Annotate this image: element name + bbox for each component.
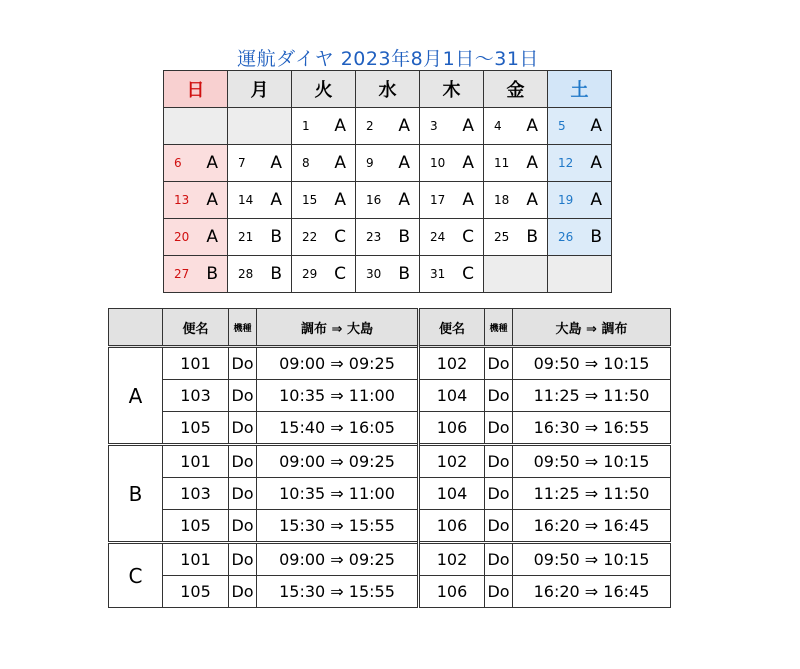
calendar-day-cell <box>356 145 420 182</box>
calendar-day-cell <box>420 256 484 293</box>
day-number: 20 <box>174 230 190 244</box>
flight-number-outbound: 105 <box>163 510 229 543</box>
weekday-header-mon: 月 <box>228 71 292 108</box>
calendar-day-cell <box>484 182 548 219</box>
day-number: 23 <box>366 230 382 244</box>
schedule-type: C <box>334 264 346 284</box>
time-outbound: 09:00 ⇒ 09:25 <box>257 543 419 576</box>
calendar-day-cell <box>228 182 292 219</box>
flight-schedule-table <box>108 308 671 608</box>
schedule-type: A <box>206 227 218 247</box>
calendar-week-row <box>164 219 612 256</box>
time-inbound: 16:20 ⇒ 16:45 <box>513 510 671 543</box>
weekday-header-tue: 火 <box>292 71 356 108</box>
day-number: 11 <box>494 156 510 170</box>
schedule-type: A <box>526 116 538 136</box>
schedule-type: A <box>590 153 602 173</box>
calendar <box>163 70 612 293</box>
schedule-type: A <box>526 190 538 210</box>
flight-number-inbound: 102 <box>419 543 485 576</box>
day-number: 4 <box>494 119 502 133</box>
calendar-day-cell <box>228 145 292 182</box>
day-number: 27 <box>174 267 190 281</box>
time-inbound: 16:20 ⇒ 16:45 <box>513 576 671 608</box>
calendar-day-cell <box>228 219 292 256</box>
aircraft-inbound: Do <box>485 380 513 412</box>
flight-header-outbound: 便名 <box>163 309 229 347</box>
calendar-day-cell <box>292 108 356 145</box>
day-number: 21 <box>238 230 254 244</box>
aircraft-outbound: Do <box>229 445 257 478</box>
day-number: 13 <box>174 193 190 207</box>
schedule-type: B <box>398 264 410 284</box>
aircraft-outbound: Do <box>229 347 257 380</box>
calendar-day-cell <box>420 219 484 256</box>
calendar-day-cell <box>484 219 548 256</box>
calendar-week-row <box>164 145 612 182</box>
aircraft-inbound: Do <box>485 445 513 478</box>
schedule-row <box>109 445 671 478</box>
schedule-type: A <box>590 190 602 210</box>
schedule-group-label: A <box>109 347 163 445</box>
calendar-day-cell <box>548 182 612 219</box>
schedule-type: A <box>270 190 282 210</box>
calendar-day-cell <box>356 108 420 145</box>
day-number: 25 <box>494 230 510 244</box>
aircraft-inbound: Do <box>485 543 513 576</box>
time-outbound: 15:30 ⇒ 15:55 <box>257 576 419 608</box>
calendar-week-row <box>164 182 612 219</box>
schedule-type: B <box>526 227 538 247</box>
schedule-row <box>109 510 671 543</box>
day-number: 26 <box>558 230 574 244</box>
calendar-week-row <box>164 108 612 145</box>
schedule-type: A <box>590 116 602 136</box>
weekday-header-fri: 金 <box>484 71 548 108</box>
day-number: 8 <box>302 156 310 170</box>
calendar-day-cell <box>548 219 612 256</box>
day-number: 2 <box>366 119 374 133</box>
day-number: 31 <box>430 267 446 281</box>
flight-number-outbound: 103 <box>163 380 229 412</box>
schedule-type: A <box>334 190 346 210</box>
calendar-day-cell <box>484 145 548 182</box>
time-outbound: 15:40 ⇒ 16:05 <box>257 412 419 445</box>
aircraft-header-outbound: 機種 <box>229 309 257 347</box>
day-number: 9 <box>366 156 374 170</box>
day-number: 24 <box>430 230 446 244</box>
schedule-type: A <box>398 116 410 136</box>
schedule-type: B <box>590 227 602 247</box>
aircraft-outbound: Do <box>229 478 257 510</box>
flight-number-inbound: 104 <box>419 380 485 412</box>
time-inbound: 09:50 ⇒ 10:15 <box>513 543 671 576</box>
time-inbound: 16:30 ⇒ 16:55 <box>513 412 671 445</box>
schedule-type: A <box>462 116 474 136</box>
calendar-day-cell <box>292 219 356 256</box>
calendar-day-cell <box>420 182 484 219</box>
flight-number-outbound: 101 <box>163 543 229 576</box>
schedule-type: C <box>334 227 346 247</box>
time-inbound: 11:25 ⇒ 11:50 <box>513 380 671 412</box>
schedule-type: A <box>462 190 474 210</box>
schedule-type: A <box>462 153 474 173</box>
calendar-day-cell <box>164 145 228 182</box>
schedule-type: B <box>206 264 218 284</box>
calendar-empty-cell <box>164 108 228 145</box>
schedule-type: A <box>334 116 346 136</box>
schedule-type: A <box>526 153 538 173</box>
aircraft-header-inbound: 機種 <box>485 309 513 347</box>
route-header-outbound: 調布 ⇒ 大島 <box>257 309 419 347</box>
flight-number-outbound: 101 <box>163 347 229 380</box>
schedule-header-row <box>109 309 671 347</box>
calendar-header-row <box>164 71 612 108</box>
group-header <box>109 309 163 347</box>
flight-header-inbound: 便名 <box>419 309 485 347</box>
calendar-day-cell <box>484 108 548 145</box>
time-inbound: 11:25 ⇒ 11:50 <box>513 478 671 510</box>
flight-number-inbound: 106 <box>419 412 485 445</box>
schedule-row <box>109 347 671 380</box>
calendar-day-cell <box>420 108 484 145</box>
day-number: 1 <box>302 119 310 133</box>
calendar-day-cell <box>356 219 420 256</box>
schedule-type: C <box>462 264 474 284</box>
aircraft-outbound: Do <box>229 380 257 412</box>
weekday-header-wed: 水 <box>356 71 420 108</box>
time-inbound: 09:50 ⇒ 10:15 <box>513 445 671 478</box>
day-number: 17 <box>430 193 446 207</box>
schedule-row <box>109 576 671 608</box>
day-number: 30 <box>366 267 382 281</box>
schedule-row <box>109 380 671 412</box>
flight-number-inbound: 104 <box>419 478 485 510</box>
schedule-group-label: B <box>109 445 163 543</box>
flight-number-inbound: 102 <box>419 347 485 380</box>
schedule-type: A <box>398 190 410 210</box>
schedule-type: B <box>398 227 410 247</box>
day-number: 28 <box>238 267 254 281</box>
aircraft-outbound: Do <box>229 576 257 608</box>
calendar-day-cell <box>292 256 356 293</box>
time-outbound: 10:35 ⇒ 11:00 <box>257 478 419 510</box>
day-number: 10 <box>430 156 446 170</box>
calendar-day-cell <box>356 256 420 293</box>
schedule-row <box>109 412 671 445</box>
schedule-type: C <box>462 227 474 247</box>
calendar-day-cell <box>164 256 228 293</box>
aircraft-inbound: Do <box>485 347 513 380</box>
schedule-type: A <box>334 153 346 173</box>
weekday-header-sat: 土 <box>548 71 612 108</box>
day-number: 6 <box>174 156 182 170</box>
calendar-day-cell <box>548 108 612 145</box>
schedule-type: A <box>270 153 282 173</box>
time-outbound: 09:00 ⇒ 09:25 <box>257 445 419 478</box>
day-number: 19 <box>558 193 574 207</box>
calendar-day-cell <box>228 256 292 293</box>
calendar-day-cell <box>356 182 420 219</box>
day-number: 5 <box>558 119 566 133</box>
flight-number-outbound: 103 <box>163 478 229 510</box>
aircraft-outbound: Do <box>229 412 257 445</box>
calendar-day-cell <box>420 145 484 182</box>
schedule-type: A <box>206 153 218 173</box>
aircraft-inbound: Do <box>485 412 513 445</box>
day-number: 29 <box>302 267 318 281</box>
calendar-day-cell <box>292 182 356 219</box>
flight-number-inbound: 102 <box>419 445 485 478</box>
time-outbound: 09:00 ⇒ 09:25 <box>257 347 419 380</box>
schedule-group-label: C <box>109 543 163 608</box>
calendar-day-cell <box>548 145 612 182</box>
day-number: 16 <box>366 193 382 207</box>
schedule-type: B <box>270 264 282 284</box>
time-inbound: 09:50 ⇒ 10:15 <box>513 347 671 380</box>
calendar-day-cell <box>164 219 228 256</box>
aircraft-inbound: Do <box>485 478 513 510</box>
time-outbound: 10:35 ⇒ 11:00 <box>257 380 419 412</box>
calendar-empty-cell <box>228 108 292 145</box>
aircraft-outbound: Do <box>229 543 257 576</box>
schedule-row <box>109 543 671 576</box>
flight-number-outbound: 105 <box>163 412 229 445</box>
page-title: 運航ダイヤ 2023年8月1日～31日 <box>237 48 539 70</box>
schedule-type: A <box>206 190 218 210</box>
flight-number-inbound: 106 <box>419 510 485 543</box>
day-number: 22 <box>302 230 318 244</box>
calendar-empty-cell <box>548 256 612 293</box>
aircraft-outbound: Do <box>229 510 257 543</box>
weekday-header-sun: 日 <box>164 71 228 108</box>
calendar-day-cell <box>292 145 356 182</box>
day-number: 14 <box>238 193 254 207</box>
time-outbound: 15:30 ⇒ 15:55 <box>257 510 419 543</box>
route-header-inbound: 大島 ⇒ 調布 <box>513 309 671 347</box>
calendar-week-row <box>164 256 612 293</box>
flight-number-outbound: 101 <box>163 445 229 478</box>
flight-number-outbound: 105 <box>163 576 229 608</box>
day-number: 12 <box>558 156 574 170</box>
day-number: 15 <box>302 193 318 207</box>
schedule-type: A <box>398 153 410 173</box>
calendar-empty-cell <box>484 256 548 293</box>
flight-number-inbound: 106 <box>419 576 485 608</box>
weekday-header-thu: 木 <box>420 71 484 108</box>
day-number: 7 <box>238 156 246 170</box>
aircraft-inbound: Do <box>485 510 513 543</box>
aircraft-inbound: Do <box>485 576 513 608</box>
day-number: 18 <box>494 193 510 207</box>
schedule-type: B <box>270 227 282 247</box>
schedule-row <box>109 478 671 510</box>
calendar-day-cell <box>164 182 228 219</box>
day-number: 3 <box>430 119 438 133</box>
